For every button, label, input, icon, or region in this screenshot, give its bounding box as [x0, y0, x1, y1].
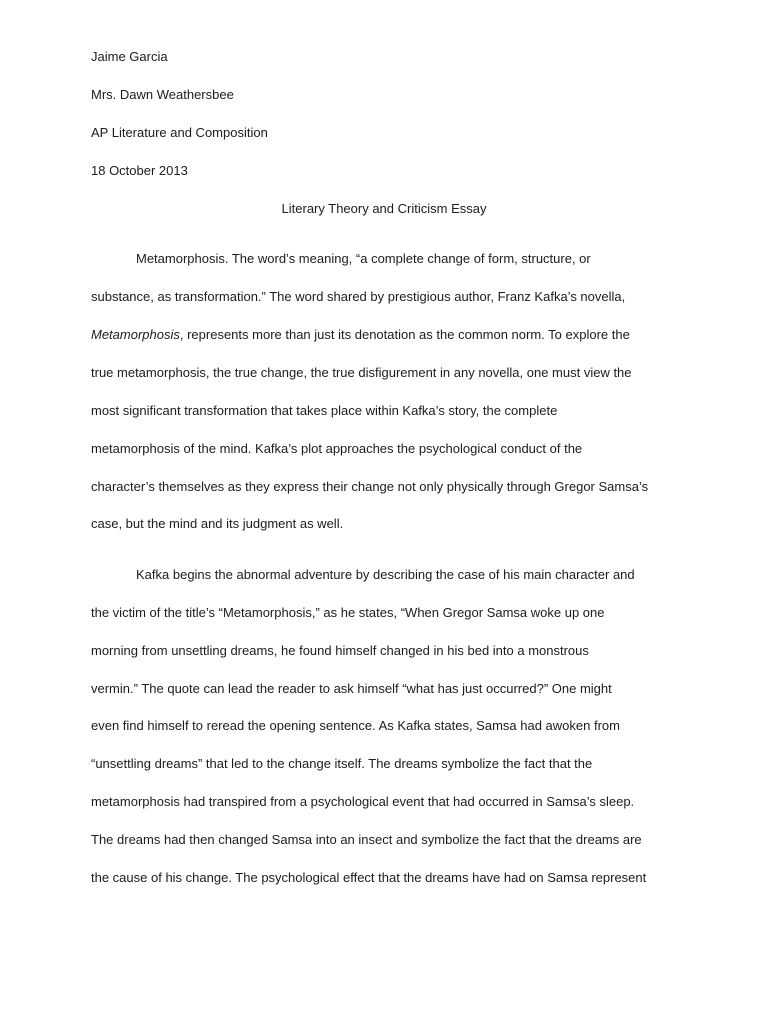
paragraph-2-line: “unsettling dreams” that led to the change itself. The dreams symbolize the fact that the: [91, 756, 593, 771]
course-name: AP Literature and Composition: [91, 125, 268, 140]
paragraph-1-line: metamorphosis of the mind. Kafka’s plot approaches the psychological conduct of the: [91, 441, 583, 456]
paragraph-2-line: The dreams had then changed Samsa into an insect and symbolize the fact that the dreams are: [91, 832, 642, 847]
paragraph-2-line: the victim of the title’s “Metamorphosis,” as he states, “When Gregor Samsa woke up one: [91, 605, 605, 620]
paragraph-2-line: Kafka begins the abnormal adventure by describing the case of his main character and: [136, 567, 635, 582]
paragraph-1-line: case, but the mind and its judgment as well.: [91, 516, 344, 531]
paragraph-1-line: [91, 327, 630, 343]
paragraph-2-line: morning from unsettling dreams, he found himself changed in his bed into a monstrous: [91, 643, 589, 658]
student-name: Jaime Garcia: [91, 49, 168, 64]
paragraph-2-line: metamorphosis had transpired from a psychological event that had occurred in Samsa’s sleep.: [91, 794, 635, 809]
essay-title: Literary Theory and Criticism Essay: [281, 201, 487, 216]
paragraph-1-line: character’s themselves as they express their change not only physically through Gregor Samsa’s: [91, 479, 649, 494]
paragraph-2-line: the cause of his change. The psychological effect that the dreams have had on Samsa represent: [91, 870, 647, 885]
novella-title-italic: Metamorphosis: [91, 327, 180, 342]
paragraph-1-line: true metamorphosis, the true change, the true disfigurement in any novella, one must view the: [91, 365, 632, 380]
paragraph-1-line: Metamorphosis. The word’s meaning, “a complete change of form, structure, or: [136, 251, 591, 266]
essay-date: 18 October 2013: [91, 163, 188, 178]
paragraph-1-line-text: , represents more than just its denotation as the common norm. To explore the: [179, 327, 630, 342]
paragraph-2-line: vermin.” The quote can lead the reader to ask himself “what has just occurred?” One might: [91, 681, 612, 696]
paragraph-1-line: most significant transformation that takes place within Kafka’s story, the complete: [91, 403, 558, 418]
paragraph-1-line: substance, as transformation.” The word shared by prestigious author, Franz Kafka’s novella,: [91, 289, 626, 304]
paragraph-2-line: even find himself to reread the opening sentence. As Kafka states, Samsa had awoken from: [91, 718, 620, 733]
teacher-name: Mrs. Dawn Weathersbee: [91, 87, 234, 102]
